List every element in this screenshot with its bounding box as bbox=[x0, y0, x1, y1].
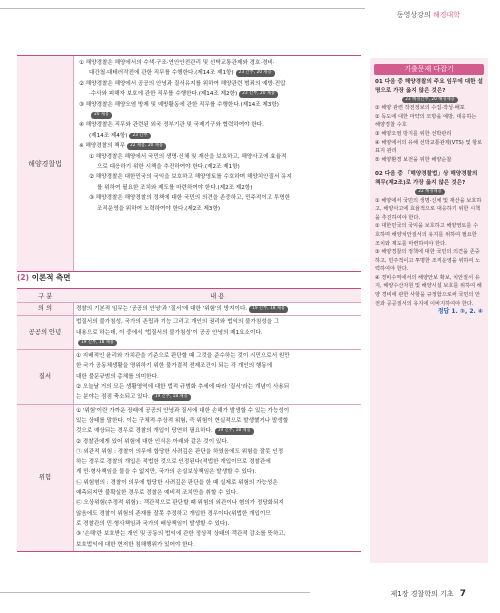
chapter-title: 제1장 경찰학의 기초 bbox=[390, 590, 454, 598]
line-text: 법질서의 불가침성, 국가의 존립과 기능 그리고 개인의 권리와 법익의 불가침성을 그 bbox=[76, 319, 280, 326]
line-text: ㉢ 오상위험(추정적 위험) : 객관적으로 판단할 때 위험의 외관이나 혐의가 정당화되지 bbox=[76, 500, 284, 507]
line-text: ① 지배적인 윤리와 가치관을 기준으로 판단할 때 그것을 준수하는 것이 시민으로서 원만 bbox=[76, 353, 290, 360]
line-text: ④ 해양경찰은 직무와 관련된 외국 정부기관 및 국제기구와 협력하여야 한다. bbox=[79, 122, 264, 129]
page-header bbox=[397, 10, 460, 20]
exam-tag: 23 간부, 20 채용 bbox=[236, 70, 275, 77]
text-line bbox=[79, 89, 359, 99]
section-number: (2) bbox=[17, 273, 30, 282]
table1-body bbox=[79, 58, 359, 214]
line-text: 것으로 예상되는 경우로 경찰의 개입이 당연히 필요하다. bbox=[76, 428, 213, 435]
line-text: 않음에도 경찰이 위험의 존재를 잘못 추정하고 개입한 경우이다(위법한 개입이므 bbox=[76, 510, 271, 517]
header-text: 동영상강의 bbox=[396, 11, 431, 19]
footer-rule bbox=[0, 592, 310, 593]
line-text: 내용으로 하는데, 이 중에서 '법질서의 불가침성'이 공공 안녕의 제1요소이다. bbox=[76, 329, 263, 336]
section-title: 이론적 측면 bbox=[31, 273, 71, 282]
table1-label: 해양경찰법 bbox=[17, 56, 74, 271]
row-content bbox=[74, 404, 362, 551]
text-line bbox=[79, 152, 359, 162]
line-text: ② 해양경찰은 대한민국의 국익을 보호하고 해양영토를 수호하며 해양치안질서 유지 bbox=[89, 174, 292, 181]
option-item: ③ 해양경찰의 정책에 대한 국민의 의견을 존중하고, 민주적이고 투명한 조직운영을 위하여 노력하여야 한다. bbox=[375, 249, 481, 273]
text-line bbox=[76, 338, 359, 348]
row-label: 의 의 bbox=[17, 303, 74, 316]
text-line bbox=[79, 100, 359, 110]
exam-tag: 20 채용 bbox=[91, 112, 112, 119]
text-line bbox=[76, 382, 359, 392]
text-line bbox=[79, 204, 359, 214]
option-item: ① 해양에서 국민의 생명·신체 및 재산을 보호하고, 해양사고에 효율적으로 대응하기 위한 시책을 추진하여야 한다. bbox=[375, 197, 482, 221]
option-item: ④ 해양에서의 유해 선박교통관제(VTS) 및 항로표지 관리 bbox=[375, 139, 483, 155]
line-text: 대간첩·대테러작전에 관한 직무를 수행한다.(제14조 제1항) bbox=[89, 70, 234, 77]
line-text: ① 해양경찰은 해양에서의 수색·구조·연안안전관리 및 선박교통관제와 경호·경비· bbox=[79, 60, 275, 66]
question-1-options bbox=[375, 104, 483, 164]
exam-tag: 19 간부, 18 채용 bbox=[152, 394, 191, 401]
text-line bbox=[76, 406, 359, 416]
sidebar-practice-questions bbox=[370, 58, 488, 563]
header-rule bbox=[0, 8, 365, 9]
text-line bbox=[76, 498, 359, 508]
text-line bbox=[79, 110, 359, 120]
table-maritime-police-act bbox=[17, 55, 361, 272]
line-text: ·수사와 피해자 보호에 관한 직무를 수행한다.(제14조 제2항) bbox=[89, 91, 238, 98]
line-text: ① '위험'이란 가까운 장래에 공공의 안녕과 질서에 대한 손해가 발생할 수 있는 가능성이 bbox=[76, 407, 290, 414]
line-text: 있는 상태를 말한다. 이는 구체적·추상적 위험, 즉 위험이 현실적으로 발생했거나 발생할 bbox=[76, 417, 289, 424]
line-text: 대한 불문규범의 총체를 의미한다. bbox=[76, 373, 159, 380]
line-text: ㉡ 위험혐의 : 경찰이 의무에 합당한 사려깊은 판단을 한 때 실제로 위험의 가능성은 bbox=[76, 479, 278, 486]
text-line bbox=[76, 426, 359, 436]
line-text: ③ '손해'란 보호받는 개인 및 공동의 법익에 관한 정상적 상태의 객관적 감소를 뜻하고, bbox=[76, 531, 286, 538]
line-text: 로 경찰관의 민·형사책임과 국가의 배상책임이 발생할 수 있다). bbox=[76, 520, 230, 527]
text-line bbox=[79, 58, 359, 68]
question-2-tag: 22 해경채용 bbox=[415, 189, 444, 196]
line-text: 를 위하여 필요한 조치와 제도를 마련하여야 한다.(제2조 제2항) bbox=[97, 184, 253, 191]
text-line bbox=[79, 131, 359, 141]
text-line bbox=[76, 361, 359, 371]
text-line bbox=[76, 351, 359, 361]
header-highlight: 해경대학 bbox=[432, 11, 460, 19]
table-row bbox=[17, 316, 361, 350]
line-text: ② 오늘날 거의 모든 생활영역에 대한 법적 규범화 추세에 따라 '질서'라는 개념이 사용되 bbox=[76, 384, 290, 391]
question-2: 02 다음 중 「해양경찰법」상 해양경찰의 책무(제2조)로 가장 옳지 않은 것은? bbox=[375, 171, 478, 187]
exam-tag: 19 간부, 18 채용 bbox=[215, 428, 254, 435]
section-heading bbox=[17, 272, 71, 283]
text-line bbox=[76, 519, 359, 529]
text-line bbox=[76, 317, 359, 327]
exam-tag: 22 채용, 20 채용 bbox=[127, 143, 166, 150]
line-text: 하는 경우로 경찰의 개입은 적법한 것으로 인정된다(적법한 개입이므로 경찰관에 bbox=[76, 459, 271, 466]
option-item: ③ 해양오염 방지를 위한 선박관리 bbox=[375, 130, 452, 137]
line-text: 는 분야는 점점 축소되고 있다. bbox=[76, 394, 150, 401]
answer-key bbox=[375, 308, 483, 317]
line-text: 경찰의 기본적 임무는 '공공의 안녕'과 '질서'에 대한 '위험'의 방지이다. bbox=[76, 306, 248, 312]
option-item: ④ 경비수역에서의 해양안보 확보, 치안질서 유지, 해양수산자원 및 해양시설 보호를 위하여 해양 경비에 관한 사항을 규정함으로써 국민의 안전과 공공질서의 유지에 이바지하여야 한다. bbox=[375, 274, 482, 307]
line-text: 한 국가 공동체생활을 영위하기 위한 불가결적 전제조건이 되는 각 개인의 행동에 bbox=[76, 363, 273, 370]
sidebar-title: 기출문제 다잡기 bbox=[374, 64, 484, 75]
text-line bbox=[76, 416, 359, 426]
table-row bbox=[17, 303, 361, 316]
row-content bbox=[74, 316, 362, 350]
header-content: 내 용 bbox=[74, 289, 362, 303]
line-text: ① 해양경찰은 해양에서 국민의 생명·신체 및 재산을 보호하고, 해양사고에 효율적 bbox=[89, 153, 287, 160]
option-item: ⑤ 해양환경 보전을 위한 해양순찰 bbox=[375, 156, 452, 163]
row-label: 공공의 안녕 bbox=[17, 316, 74, 350]
text-line bbox=[79, 68, 359, 78]
text-line bbox=[76, 488, 359, 498]
line-text: 예측되지만 불확실한 경우로 경찰은 예비적 조치만을 취할 수 있다. bbox=[76, 490, 238, 497]
line-text: 으로 대응하기 위한 시책을 추진하여야 한다.(제2조 제1항) bbox=[97, 164, 240, 171]
question-1: 01 다음 중 해양경찰의 주요 임무에 대한 설명으로 가장 옳지 않은 것은? bbox=[375, 79, 483, 94]
text-line bbox=[79, 183, 359, 193]
text-line bbox=[76, 540, 359, 550]
text-line bbox=[79, 193, 359, 203]
option-item: ① 해양 관련 작전정보의 수집·작성·배포 bbox=[375, 105, 465, 112]
table2-header-row bbox=[17, 289, 361, 303]
line-text: ③ 해양경찰은 해양오염 방제 및 예방활동에 관한 직무를 수행한다.(제14조 제3항) bbox=[79, 101, 279, 108]
line-text: 조직운영을 위하여 노력하여야 한다.(제2조 제3항) bbox=[97, 205, 221, 212]
line-text: (제14조 제4항) bbox=[89, 132, 128, 139]
line-text: ③ 해양경찰은 해양경찰의 정책에 대한 국민의 의견을 존중하고, 민주적이고 투명한 bbox=[89, 195, 291, 202]
text-line bbox=[76, 437, 359, 447]
table-theory bbox=[17, 288, 361, 552]
page-footer bbox=[391, 589, 467, 599]
text-line bbox=[76, 509, 359, 519]
text-line bbox=[79, 79, 359, 89]
text-line bbox=[79, 172, 359, 182]
text-line bbox=[76, 457, 359, 467]
text-line bbox=[76, 467, 359, 477]
text-line bbox=[76, 478, 359, 488]
text-line bbox=[76, 328, 359, 338]
exam-tag: 23 간부, 20 채용 bbox=[239, 91, 278, 98]
exam-tag: 19 간부, 18 채용 bbox=[249, 306, 288, 313]
row-label: 위험 bbox=[17, 404, 74, 551]
line-text: 게 민·형사책임을 물을 수 없지만, 국가의 손실보상책임은 발생할 수 있다). bbox=[76, 469, 257, 476]
table-row bbox=[17, 350, 361, 404]
page-number: 7 bbox=[459, 589, 466, 599]
exam-tag: 19 간부, 18 채용 bbox=[78, 340, 117, 347]
line-text: 보호법익에 대한 현저한 침해행위가 있어야 한다. bbox=[76, 541, 195, 548]
text-line bbox=[79, 141, 359, 151]
text-line bbox=[79, 120, 359, 130]
option-item: ② 독도에 대한 마약의 모방을 예방, 대응하는 해양경찰 수호 bbox=[375, 113, 477, 129]
row-label: 질서 bbox=[17, 350, 74, 404]
text-line bbox=[76, 392, 359, 402]
line-text: ② 경찰관에게 있어 위험에 대한 인식은 아래와 같은 것이 있다. bbox=[76, 438, 229, 445]
table-row bbox=[17, 404, 361, 551]
header-category: 구 분 bbox=[17, 289, 74, 303]
line-text: ※ 해양경찰의 책무 bbox=[79, 143, 126, 150]
row-content bbox=[74, 350, 362, 404]
text-line bbox=[79, 162, 359, 172]
line-text: ㉠ 외관적 위험 : 경찰이 의무에 합당한 사려깊은 판단을 하였음에도 위험을 잘못 인정 bbox=[76, 448, 284, 455]
text-line bbox=[76, 447, 359, 457]
text-line bbox=[76, 529, 359, 539]
sidebar-content bbox=[370, 78, 488, 317]
table2-body bbox=[17, 303, 361, 552]
text-line bbox=[76, 372, 359, 382]
question-2-options bbox=[375, 197, 483, 309]
line-text: ② 해양경찰은 해양에서 공공의 안녕과 질서유지를 위하여 해양관련 범죄의 예방·진압 bbox=[79, 80, 286, 87]
option-item: ② 대한민국의 국익을 보호하고 해양영토를 수호하며 해양치안질서의 유지를 위하여 필요한 조치와 제도를 마련하여야 한다. bbox=[375, 223, 479, 247]
question-1-tag: 23 해경간부, 20 해경채용 bbox=[402, 97, 458, 104]
row-content bbox=[74, 303, 362, 316]
text-line bbox=[76, 304, 359, 314]
answer-text: 정답 1. ③, 2. ④ bbox=[437, 308, 483, 316]
exam-tag: 23 간부 bbox=[129, 133, 150, 140]
